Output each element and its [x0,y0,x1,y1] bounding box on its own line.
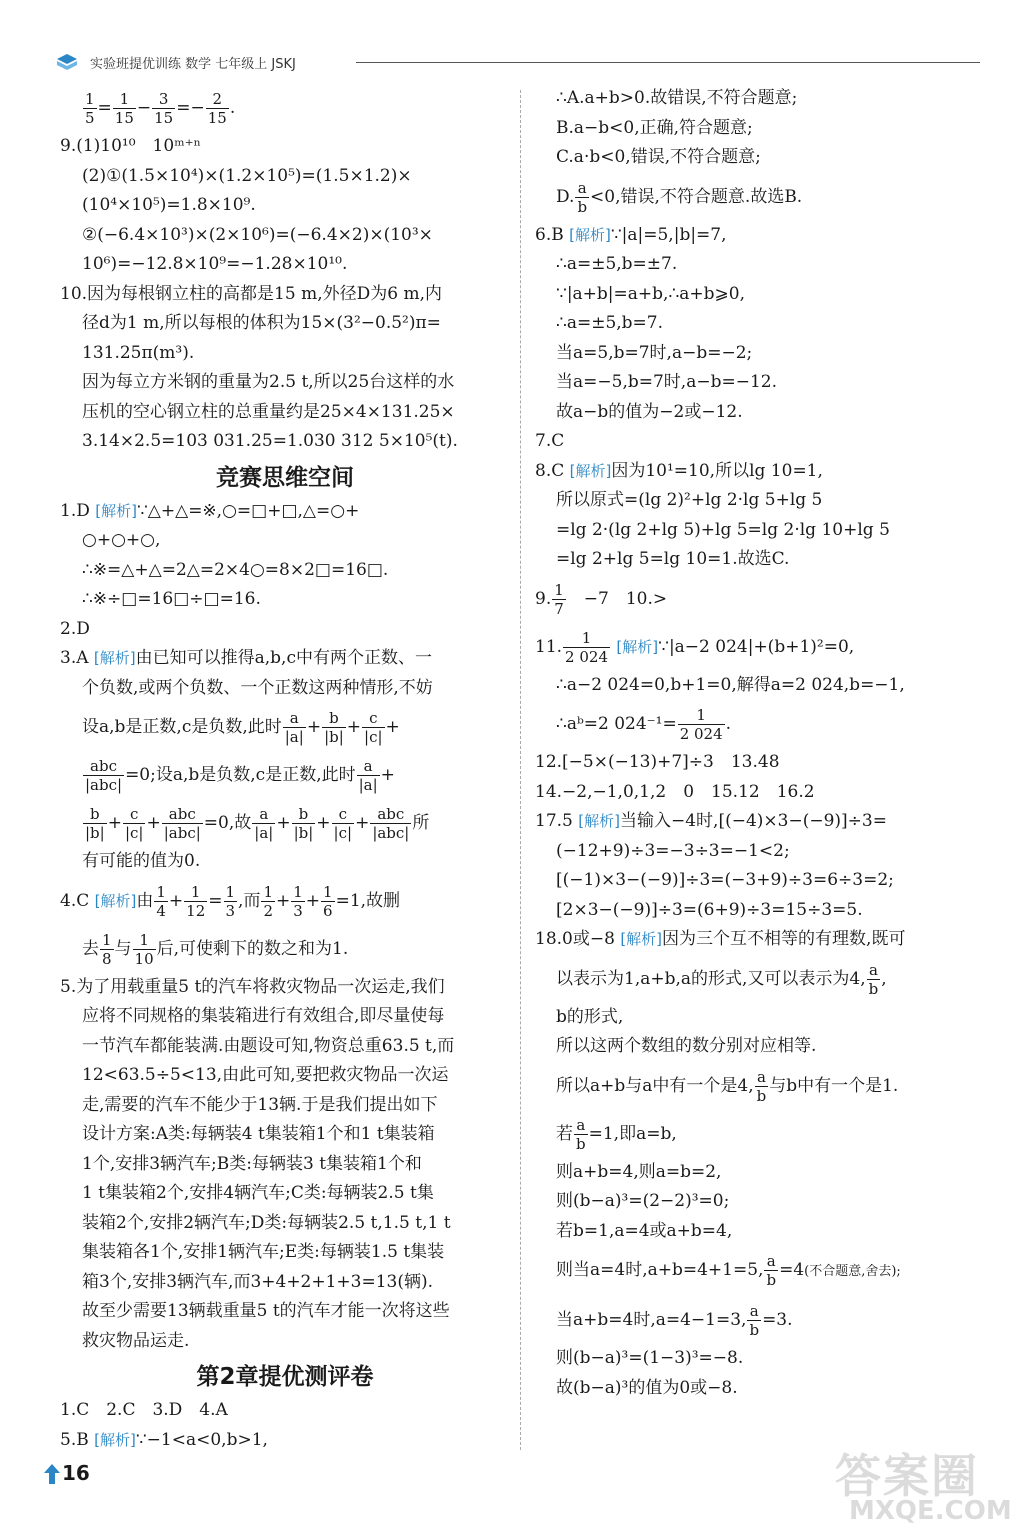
answer-line: ∴aᵇ=2 024⁻¹= $\frac{1}{2 024}$ . [556,706,732,743]
answer-line: 应将不同规格的集装箱进行有效组合,即尽量使每 [82,1006,445,1026]
answer-18: 18.0或−8 [解析]因为三个互不相等的有理数,既可 [535,929,906,949]
answer-line: 所以原式=(lg 2)²+lg 2·lg 5+lg 5 [556,490,823,510]
answer-line: (2)①(1.5×10⁴)×(1.2×10⁵)=(1.5×1.2)× [82,165,412,186]
answer-line: 若b=1,a=4或a+b=4, [556,1220,733,1241]
analysis-tag: [解析] [616,637,659,656]
up-arrow-icon [44,1464,60,1484]
answer-line: 去 $\frac{1}{8}$ 与 $\frac{1}{10}$ 后,可使剩下的数之和为1. [82,930,349,968]
answer-line: 则a+b=4,则a=b=2, [556,1161,722,1182]
answer-line: $\frac{\text{abc}}{\text{|abc|}}$ =0;设a,b是负数,c是正数,此时 $\frac{a}{|a|}$ + [85,757,395,794]
answer-c5: 5.为了用载重量5 t的汽车将救灾物品一次运走,我们 [60,976,445,997]
answer-line: 3.14×2.5=103 031.25=1.030 312 5×10⁵(t). [82,431,458,451]
answer-line: 1个,安排3辆汽车;B类:每辆装3 t集装箱1个和 [82,1153,422,1174]
answer-line: 所以这两个数组的数分别对应相等. [556,1036,817,1056]
answer-line: (10⁴×10⁵)=1.8×10⁹. [82,195,256,215]
answer-line: $\frac{b}{|b|}$ + $\frac{c}{|c|}$ + $\frac{\text{abc}}{\text{|abc|}}$ =0,故 $\frac{a}{|a|}$ + $\frac{b}{|b|}$ + $\frac{c}{|c|}$ + $\frac{\text{abc}}{\text{|abc|}}$ 所 [85,805,430,842]
answer-line: 装箱2个,安排2辆汽车;D类:每辆装2.5 t,1.5 t,1 t [82,1212,451,1233]
answer-line: 12<63.5÷5<13,由此可知,要把救灾物品一次运 [82,1065,449,1085]
answer-line: 箱3个,安排3辆汽车,而3+4+2+1+3=13(辆). [82,1271,434,1292]
answer-line: 故至少需要13辆载重量5 t的汽车才能一次将这些 [82,1301,450,1321]
analysis-tag: [解析] [569,225,611,244]
answer-line: 若 $\frac{a}{b}$ =1,即a=b, [556,1115,677,1153]
header-rule [356,62,980,63]
answer-line: ②(−6.4×10³)×(2×10⁶)=(−6.4×2)×(10³× [82,224,433,245]
answer-line: ∴A.a+b>0.故错误,不符合题意; [556,88,798,108]
analysis-tag: [解析] [569,461,612,480]
answer-line: 一节汽车都能装满.由题设可知,物资总重63.5 t,而 [82,1035,455,1056]
answer-9-10: 9. $\frac{1}{7}$ −7 10.> [535,580,668,618]
answer-line: 集装箱各1个,安排1辆汽车;E类:每辆装1.5 t集装 [82,1242,445,1262]
answer-line: 走,需要的汽车不能少于13辆.于是我们提出如下 [82,1094,438,1115]
answer-ch2-5: 5.B [解析]∵−1<a<0,b>1, [60,1429,268,1450]
page-number-text: 16 [62,1461,90,1485]
answer-line: ∴※÷□=16□÷□=16. [82,589,261,609]
answer-line: 救灾物品运走. [82,1330,190,1351]
analysis-tag: [解析] [93,649,136,667]
left-column [60,84,510,1455]
answer-line: 有可能的值为0. [82,851,201,871]
page-header [56,52,980,76]
answer-line: $\frac{1}{5}$ = $\frac{1}{15}$ − $\frac{3}{15}$ =− $\frac{2}{15}$ . [85,90,236,127]
analysis-tag: [解析] [620,930,663,948]
answer-line: 故(b−a)³的值为0或−8. [556,1377,738,1398]
answer-7: 7.C [535,431,565,451]
answer-line: 设a,b是正数,c是负数,此时 $\frac{a}{|a|}$ + $\frac{b}{|b|}$ + $\frac{c}{|c|}$ + [82,709,400,746]
answer-line: 则(b−a)³=(2−2)³=0; [556,1191,730,1211]
answer-line: 131.25π(m³). [82,342,195,363]
answer-c2: 2.D [60,618,90,639]
answer-c4: 4.C [解析]由 $\frac{1}{4}$ + $\frac{1}{12}$ = $\frac{1}{3}$ ,而 $\frac{1}{2}$ + $\frac{1}{3}$ + $\frac{1}{6}$ =1,故删 [60,882,401,920]
column-divider [520,90,521,1450]
answer-line: B.a−b<0,正确,符合题意; [556,117,753,138]
answer-line: 因为每立方米钢的重量为2.5 t,所以25台这样的水 [82,372,455,392]
answer-line: =lg 2+lg 5=lg 10=1.故选C. [556,549,790,569]
answer-line: 压机的空心钢立柱的总重量约是25×4×131.25× [82,401,455,422]
answer-line: ∵|a+b|=a+b,∴a+b⩾0, [556,283,745,304]
answer-11: 11. $\frac{1}{2 024}$ [解析]∵|a−2 024|+(b+1)²=0, [535,628,855,666]
answer-17: 17.5 [解析]当输入−4时,[(−4)×3−(−9)]÷3= [535,811,887,831]
watermark-url: MXQE.COM [849,1496,1012,1526]
watermark-text: 答案圈 [835,1449,979,1503]
answer-line: 当a+b=4时,a=4−1=3, $\frac{a}{b}$ =3. [556,1302,793,1339]
answer-line: (−12+9)÷3=−3÷3=−1<2; [556,840,790,861]
answer-line: ∴a=±5,b=7. [556,313,664,333]
answer-line: ∴a−2 024=0,b+1=0,解得a=2 024,b=−1, [556,674,905,695]
answer-line: 径d为1 m,所以每根的体积为15×(3²−0.5²)π= [82,313,441,333]
answer-c3: 3.A [解析]由已知可以推得a,b,c中有两个正数、一 [60,648,432,668]
answer-line: 则当a=4时,a+b=4+1=5, $\frac{a}{b}$ =4(不合题意,舍去); [556,1252,901,1289]
answer-line: 设计方案:A类:每辆装4 t集装箱1个和1 t集装箱 [82,1124,435,1144]
answer-14-16: 14.−2,−1,0,1,2 0 15.12 16.2 [535,781,815,802]
section-title-competition: 竞赛思维空间 [216,464,354,491]
answer-line: 个负数,或两个负数、一个正数这两种情形,不妨 [82,677,433,698]
answer-line: ∴a=±5,b=±7. [556,254,678,274]
answer-line: 1 t集装箱2个,安排4辆汽车;C类:每辆装2.5 t集 [82,1183,434,1203]
answer-line: 当a=−5,b=7时,a−b=−12. [556,372,777,392]
answer-line: 10⁶)=−12.8×10⁹=−1.28×10¹⁰. [82,254,348,274]
right-column [535,84,975,1403]
answer-line: [(−1)×3−(−9)]÷3=(−3+9)÷3=6÷3=2; [556,870,894,890]
analysis-tag: [解析] [578,812,620,830]
book-logo-icon [56,52,78,74]
answer-10: 10.因为每根钢立柱的高都是15 m,外径D为6 m,内 [60,283,442,304]
answer-line: 则(b−a)³=(1−3)³=−8. [556,1348,744,1368]
answer-line: b的形式, [556,1006,624,1027]
answer-12-13: 12.[−5×(−13)+7]÷3 13.48 [535,752,780,772]
answer-line: ○+○+○, [82,530,161,550]
answer-line: =lg 2·(lg 2+lg 5)+lg 5=lg 2·lg 10+lg 5 [556,519,890,540]
answer-line: 故a−b的值为−2或−12. [556,401,743,422]
answer-line: 当a=5,b=7时,a−b=−2; [556,342,753,363]
analysis-tag: [解析] [94,1430,136,1449]
answer-line: C.a·b<0,错误,不符合题意; [556,147,761,167]
watermark [835,1440,1015,1530]
answer-6: 6.B [解析]∵|a|=5,|b|=7, [535,224,727,245]
answer-ch2-1-4: 1.C 2.C 3.D 4.A [60,1400,228,1420]
page-number [44,1460,100,1488]
analysis-tag: [解析] [94,891,137,910]
answer-line: 以表示为1,a+b,a的形式,又可以表示为4, $\frac{a}{b}$ , [556,960,887,998]
answer-line: [2×3−(−9)]÷3=(6+9)÷3=15÷3=5. [556,899,863,920]
answer-8: 8.C [解析]因为10¹=10,所以lg 10=1, [535,460,823,481]
answer-line: D. $\frac{a}{b}$ <0,错误,不符合题意.故选B. [556,178,803,216]
header-title: 实验班提优训练 数学 七年级上 JSKJ [90,57,296,72]
analysis-tag: [解析] [95,501,137,520]
answer-c1: 1.D [解析]∵△+△=※,○=□+□,△=○+ [60,500,360,521]
answer-line: ∴※=△+△=2△=2×4○=8×2□=16□. [82,559,389,580]
section-title-chapter2: 第2章提优测评卷 [196,1364,374,1390]
answer-line: 所以a+b与a中有一个是4, $\frac{a}{b}$ 与b中有一个是1. [556,1067,899,1105]
answer-9: 9.(1)10¹⁰ 10ᵐ⁺ⁿ [60,136,201,156]
